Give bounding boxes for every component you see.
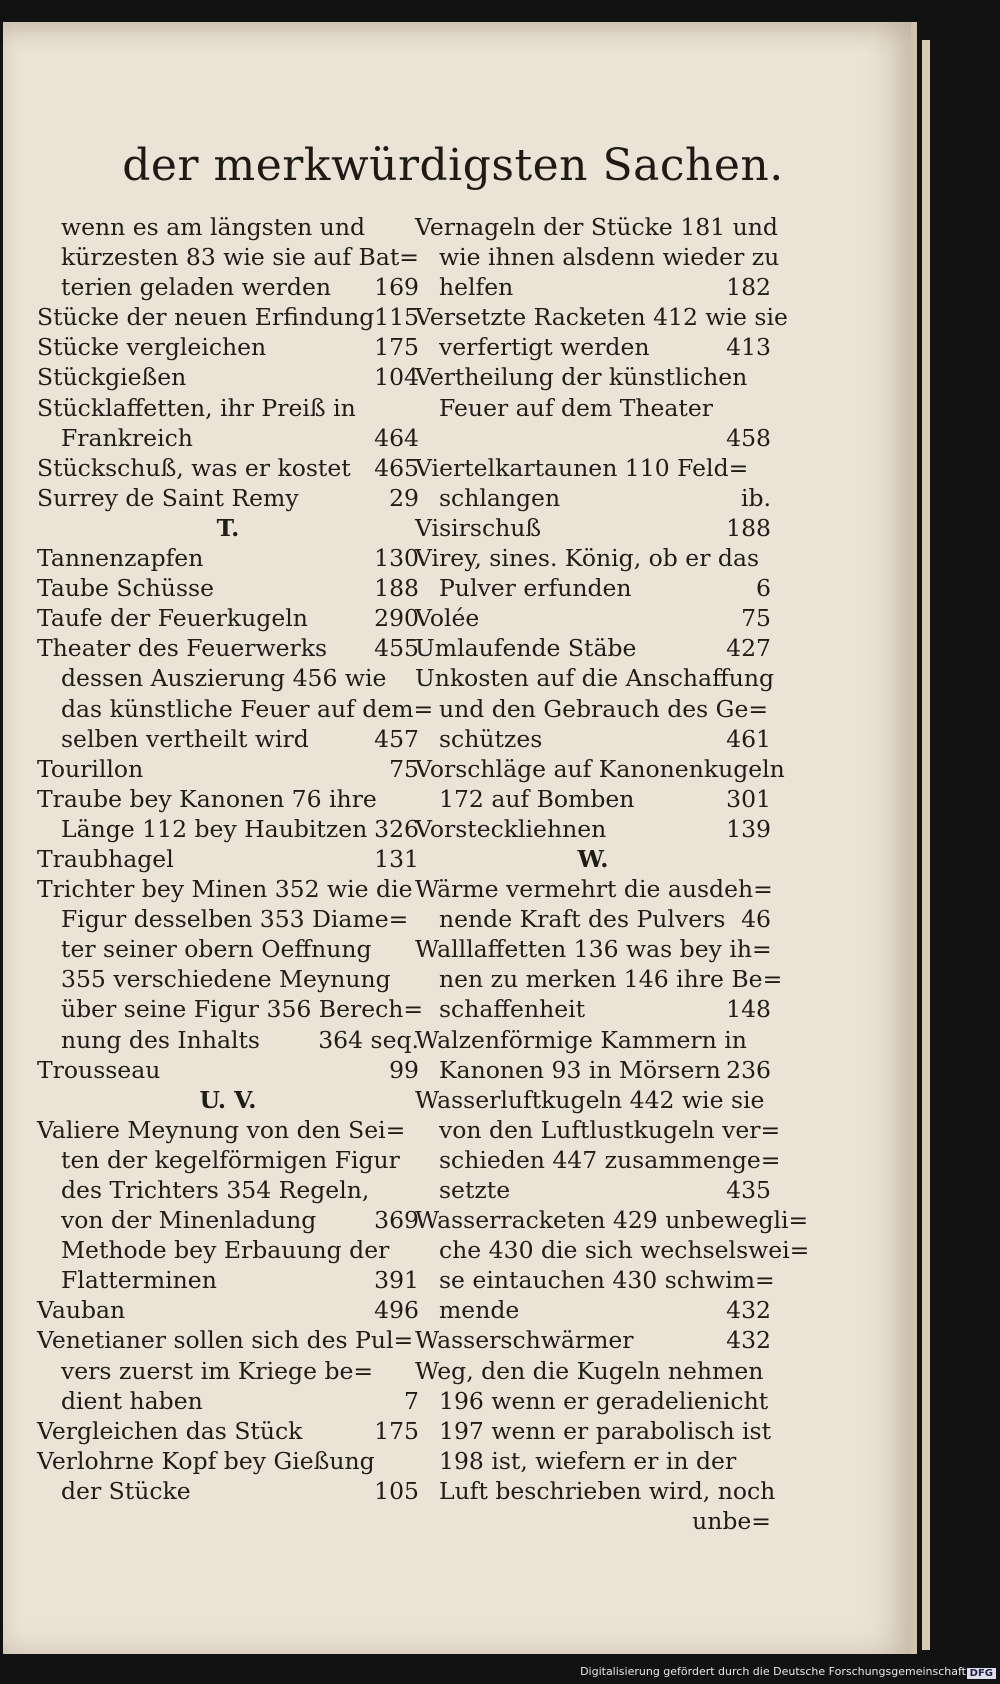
index-line [37,814,419,844]
index-letter-heading [37,513,419,543]
index-line [415,483,771,513]
index-entry-text: schieden 447 zusammenge= [439,1145,781,1174]
page-reference: 364 seq. [318,1025,419,1054]
index-entry-text: Vergleichen das Stück [37,1416,303,1445]
index-entry-text: Venetianer sollen sich des Pul= [37,1326,414,1355]
index-entry-text: Feuer auf dem Theater [439,393,714,422]
page-reference: 105 [374,1476,419,1505]
index-entry-text: 355 verschiedene Meynung [61,965,391,994]
index-entry-text: se eintauchen 430 schwim= [439,1266,775,1295]
index-line [415,814,771,844]
index-line [415,934,771,964]
index-entry-text: Methode bey Erbauung der [61,1236,390,1265]
index-line [37,1145,419,1175]
page-reference: 46 [741,905,771,934]
page-reference: 188 [374,574,419,603]
index-entry-text: nung des Inhalts [61,1025,260,1054]
index-line [37,1025,419,1055]
index-entry-text: che 430 die sich wechselswei= [439,1236,810,1265]
index-entry-text: Frankreich [61,423,193,452]
index-line [415,1265,775,1295]
index-entry-text: schützes [439,724,543,753]
index-entry-text: Tannenzapfen [37,544,204,573]
index-line [415,543,771,573]
page-reference: 427 [726,634,771,663]
index-line [37,212,419,242]
index-line [415,393,771,423]
index-entry-text: Wärme vermehrt die ausdeh= [415,875,773,904]
index-entry-text: Länge 112 bey Haubitzen [61,814,368,843]
index-entry-text: Versetzte Racketen 412 wie sie [415,303,788,332]
index-line [415,1055,771,1085]
index-entry-text: von den Luftlustkugeln ver= [439,1115,781,1144]
dfg-logo: DFG [967,1668,996,1679]
index-line [37,1205,419,1235]
index-entry-text: Visirschuß [415,513,542,542]
index-entry-text: ten der kegelförmigen Figur [61,1145,400,1174]
index-line [37,904,419,934]
page-reference: unbe= [692,1507,771,1536]
index-line [37,423,419,453]
page-reference: 75 [741,604,771,633]
page-reference: 391 [374,1266,419,1295]
index-line [37,1446,419,1476]
page-reference: 104 [374,363,419,392]
index-line [415,302,788,332]
index-entry-text: schaffenheit [439,995,586,1024]
index-entry-text: selben vertheilt wird [61,724,309,753]
page-reference: 455 [374,634,419,663]
index-line [415,754,785,784]
index-line [37,362,419,392]
index-entry-text: Valiere Meynung von den Sei= [37,1115,406,1144]
index-entry-text: Vorsteckliehnen [415,814,607,843]
index-line [415,1175,771,1205]
index-line [37,1386,419,1416]
page-reference: 148 [726,995,771,1024]
index-entry-text: terien geladen werden [61,273,331,302]
page-reference: 464 [374,423,419,452]
index-line [415,573,771,603]
index-entry-text: Vorschläge auf Kanonenkugeln [415,754,785,783]
page-reference: 465 [374,453,419,482]
index-entry-text: des Trichters 354 Regeln, [61,1176,370,1204]
index-entry-text: Wasserracketen 429 unbewegli= [415,1206,809,1235]
index-entry-text: wie ihnen alsdenn wieder zu [439,243,780,272]
index-line [415,1025,771,1055]
index-entry-text: T. [216,513,240,542]
index-entry-text: vers zuerst im Kriege be= [61,1356,374,1385]
page-reference: 435 [726,1176,771,1204]
page-reference: 413 [726,333,771,362]
index-line [415,1506,771,1536]
index-entry-text: Volée [415,604,480,633]
index-entry-text: verfertigt werden [439,333,650,362]
index-entry-text: helfen [439,273,514,302]
index-entry-text: Trousseau [37,1055,161,1084]
index-line [37,302,419,332]
index-line [37,633,419,663]
index-line [37,934,419,964]
index-line [37,964,419,994]
index-line [37,543,419,573]
index-line [37,1265,419,1295]
index-line [415,874,771,904]
index-line [415,694,771,724]
index-entry-text: Flatterminen [61,1266,217,1295]
index-entry-text: 198 ist, wiefern er in der [439,1446,737,1475]
index-entry-text: 172 auf Bomben [439,784,635,813]
page-reference: 432 [726,1296,771,1325]
index-entry-text: über seine Figur 356 Berech= [61,995,424,1024]
page-reference: 457 [374,724,419,753]
index-line [415,994,771,1024]
index-entry-text: Unkosten auf die Anschaffung [415,664,775,693]
index-entry-text: wenn es am längsten und [61,213,365,241]
index-line [37,1055,419,1085]
index-line [415,1115,781,1145]
page-reference: 175 [374,333,419,362]
index-line [37,724,419,754]
index-entry-text: dient haben [61,1386,203,1415]
index-line [415,1356,771,1386]
index-line [37,1325,419,1355]
index-line [415,1295,771,1325]
index-line [37,332,419,362]
index-entry-text: Taube Schüsse [37,574,214,603]
index-entry-text: Kanonen 93 in Mörsern [439,1055,721,1084]
index-line [415,663,775,693]
index-line [415,1476,776,1506]
index-line [415,453,771,483]
page-reference: 432 [726,1326,771,1355]
page-reference: 7 [404,1386,419,1415]
index-entry-text: Traube bey Kanonen 76 ihre [37,784,377,813]
page-reference: 182 [726,273,771,302]
index-entry-text: Surrey de Saint Remy [37,483,299,512]
index-entry-text: dessen Auszierung 456 wie [61,664,387,693]
index-entry-text: Tourillon [37,754,144,783]
index-line [415,332,771,362]
index-letter-heading [415,844,771,874]
index-line [415,1235,810,1265]
index-line [37,754,419,784]
index-entry-text: Wasserschwärmer [415,1326,634,1355]
index-entry-text: Weg, den die Kugeln nehmen [415,1356,764,1385]
page-reference: 458 [726,423,771,452]
index-column-right [415,212,810,1536]
index-line [37,453,419,483]
index-line [37,603,419,633]
index-entry-text: Vernageln der Stücke 181 und [415,213,778,241]
index-entry-text: Stücke vergleichen [37,333,267,362]
index-line [37,393,419,423]
index-line [37,1476,419,1506]
page-reference: 290 [374,604,419,633]
page-reference: 461 [726,724,771,753]
index-line [415,603,771,633]
index-entry-text: und den Gebrauch des Ge= [439,694,769,723]
index-entry-text: 197 wenn er parabolisch ist [439,1416,772,1445]
index-entry-text: nen zu merken 146 ihre Be= [439,965,783,994]
page-reference: 139 [726,814,771,843]
index-entry-text: Luft beschrieben wird, noch [439,1476,776,1505]
page-reference: 326 [374,814,419,843]
index-entry-text: 196 wenn er geradelienicht [439,1386,769,1415]
index-entry-text: W. [577,844,609,873]
page-reference: 75 [389,754,419,783]
index-entry-text: Stücklaffetten, ihr Preiß in [37,393,356,422]
page-reference: 130 [374,544,419,573]
index-entry-text: schlangen [439,483,561,512]
index-entry-text: Trichter bey Minen 352 wie die [37,875,413,904]
index-line [37,994,424,1024]
index-entry-text: Stücke der neuen Erfindung [37,303,375,332]
index-line [415,513,771,543]
index-line [415,784,771,814]
index-line [415,1205,809,1235]
index-entry-text: von der Minenladung [61,1206,317,1235]
page-reference: 236 [726,1055,771,1084]
index-line [415,212,778,242]
index-column-left [37,212,434,1506]
index-entry-text: ter seiner obern Oeffnung [61,935,372,964]
page-edge [922,40,930,1650]
index-entry-text: Pulver erfunden [439,574,632,603]
index-entry-text: Vertheilung der künstlichen [415,363,748,392]
index-entry-text: Traubhagel [37,844,174,873]
index-entry-text: Viertelkartaunen 110 Feld= [415,453,749,482]
index-entry-text: Verlohrne Kopf bey Gießung [37,1446,375,1475]
index-line [415,633,771,663]
index-line [415,242,780,272]
index-line [37,663,419,693]
funding-notice: Digitalisierung gefördert durch die Deutsche Forschungsgemeinschaft [580,1665,966,1678]
index-line [37,784,419,814]
index-line [37,694,434,724]
index-line [415,362,771,392]
index-line [415,724,771,754]
index-entry-text: Taufe der Feuerkugeln [37,604,308,633]
index-line [415,1085,771,1115]
index-entry-text: Figur desselben 353 Diame= [61,905,409,934]
index-line [415,1145,781,1175]
index-line [37,1295,419,1325]
index-line [37,1115,419,1145]
index-line [37,1175,419,1205]
index-line [415,904,771,934]
index-line [415,1446,771,1476]
index-line [415,272,771,302]
index-entry-text: setzte [439,1176,511,1204]
index-entry-text: Wasserluftkugeln 442 wie sie [415,1085,765,1114]
page-reference: 369 [374,1206,419,1235]
page-reference: 301 [726,784,771,813]
index-line [415,1386,771,1416]
index-line [37,1356,419,1386]
index-entry-text: der Stücke [61,1476,191,1505]
index-line [415,1416,771,1446]
index-line [37,272,419,302]
index-entry-text: Stückschuß, was er kostet [37,453,351,482]
page-reference: 188 [726,513,771,542]
page-header: der merkwürdigsten Sachen. [122,140,784,191]
index-line [37,844,419,874]
page-reference: 175 [374,1416,419,1445]
page-reference: 29 [389,483,419,512]
page-reference: ib. [740,483,771,512]
page-reference: 6 [756,574,771,603]
index-line [37,242,419,272]
page-reference: 169 [374,273,419,302]
index-line [37,573,419,603]
page-reference: 99 [389,1055,419,1084]
index-entry-text: Walllaffetten 136 was bey ih= [415,935,772,964]
index-entry-text: Theater des Feuerwerks [37,634,328,663]
index-entry-text: Vauban [37,1296,126,1325]
index-line [415,423,771,453]
index-entry-text: Walzenförmige Kammern in [415,1025,747,1054]
index-line [415,1325,771,1355]
index-entry-text: das künstliche Feuer auf dem= [61,694,434,723]
index-letter-heading [37,1085,419,1115]
index-entry-text: mende [439,1296,520,1325]
page-reference: 115 [374,303,419,332]
book-page [3,22,917,1654]
index-entry-text: Stückgießen [37,363,187,392]
index-entry-text: nende Kraft des Pulvers [439,905,726,934]
index-entry-text: Virey, sines. König, ob er das [415,544,760,573]
page-reference: 496 [374,1296,419,1325]
index-line [37,483,419,513]
page-reference: 131 [374,844,419,873]
index-line [37,874,419,904]
index-entry-text: Umlaufende Stäbe [415,634,637,663]
index-line [415,964,783,994]
index-line [37,1235,419,1265]
index-line [37,1416,419,1446]
index-entry-text: kürzesten 83 wie sie auf Bat= [61,243,419,272]
index-entry-text: U. V. [199,1085,257,1114]
